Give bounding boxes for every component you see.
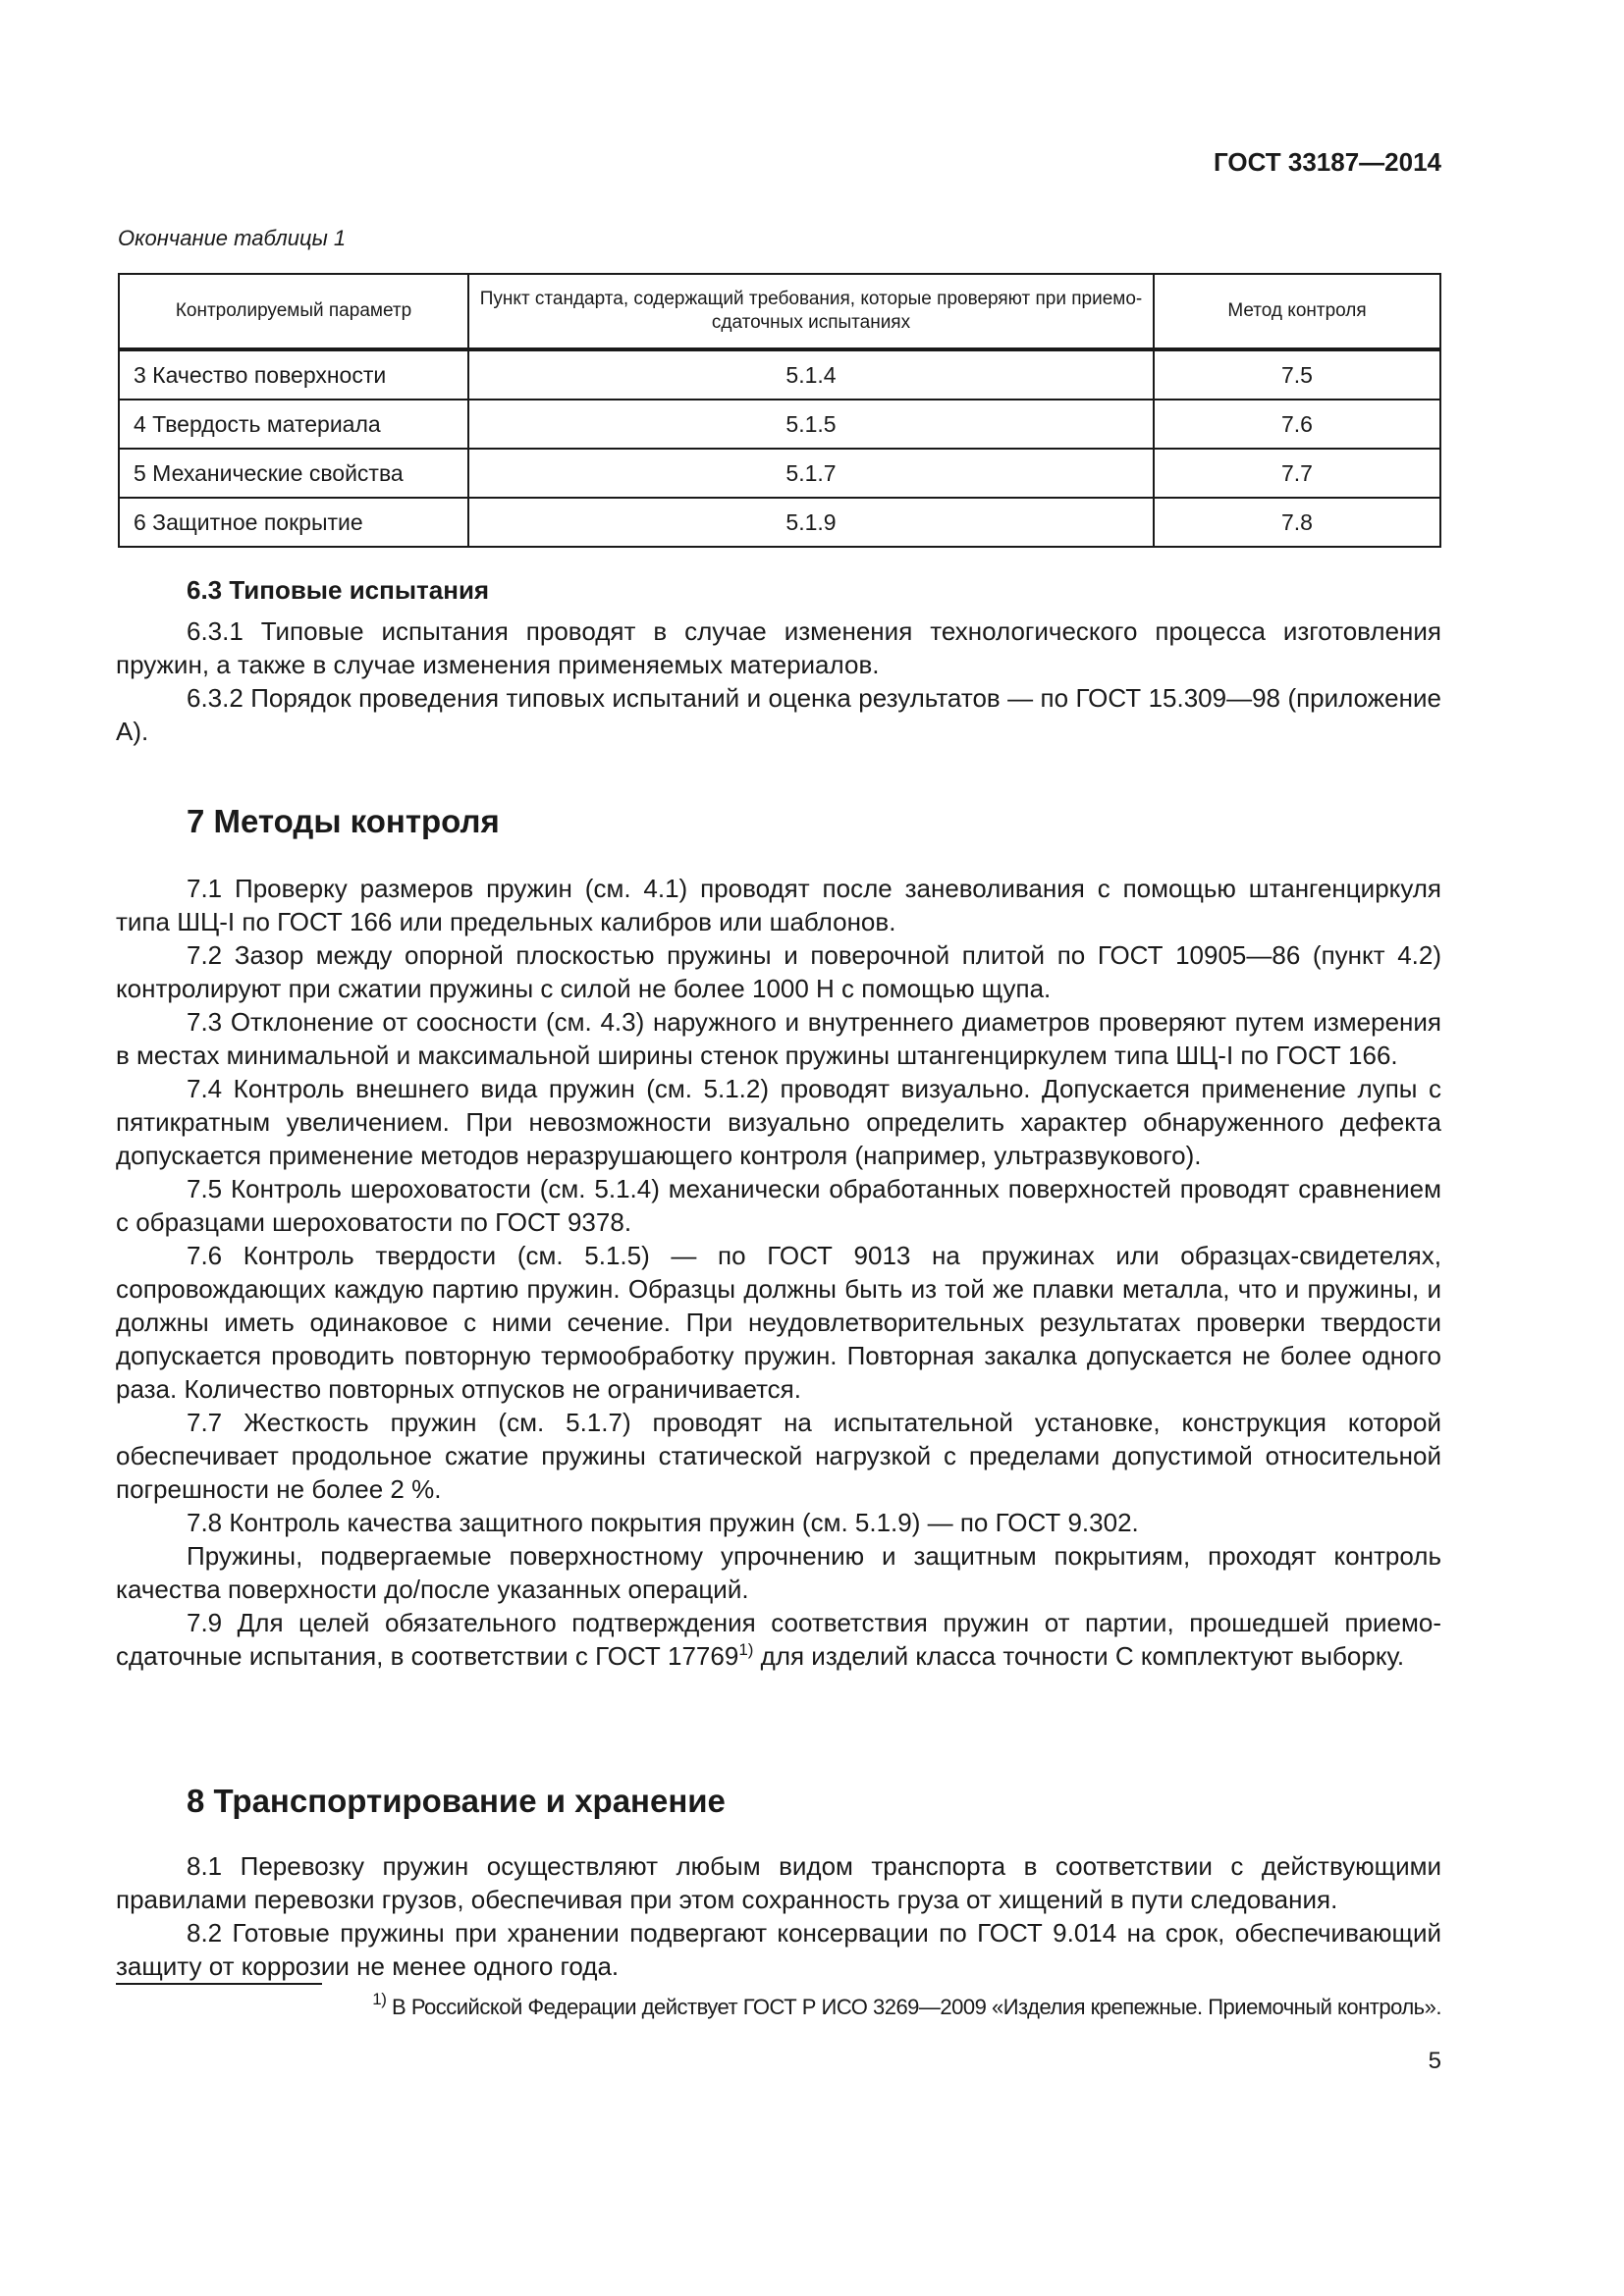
section-title: 8 Транспортирование и хранение — [187, 1783, 726, 1819]
column-header: Метод контроля — [1154, 274, 1440, 349]
table-cell: 4 Твердость материала — [119, 400, 468, 449]
paragraph: 6.3.2 Порядок проведения типовых испытаний и оценка результатов — по ГОСТ 15.309—98 (приложение А). — [116, 683, 1441, 746]
paragraph: 7.8 Контроль качества защитного покрытия пружин (см. 5.1.9) — по ГОСТ 9.302. — [187, 1508, 1139, 1537]
paragraph: 7.7 Жесткость пружин (см. 5.1.7) проводят на испытательной установке, конструкция которой обеспечивает продольное сжатие пружины статической нагрузкой с пределами допустимой относительной погрешности не более 2 %. — [116, 1408, 1441, 1504]
footnote-mark: 1) — [372, 1989, 387, 2008]
table-row — [119, 498, 1440, 547]
table-cell: 5.1.9 — [468, 498, 1154, 547]
section-7 — [116, 872, 1441, 1673]
paragraph: 7.5 Контроль шероховатости (см. 5.1.4) механически обработанных поверхностей проводят сравнением с образцами шероховатости по ГОСТ 9378. — [116, 1174, 1441, 1237]
table-row — [119, 400, 1440, 449]
column-header: Контролируемый параметр — [119, 274, 468, 349]
subsection-title: 6.3 Типовые испытания — [187, 575, 490, 605]
paragraph: 7.4 Контроль внешнего вида пружин (см. 5.1.2) проводят визуально. Допускается применение лупы с пятикратным увеличением. При невозможности визуально определить характер обнаруженного дефекта допускается применение методов неразрушающего контроля (например, ультразвукового). — [116, 1074, 1441, 1170]
paragraph: 8.2 Готовые пружины при хранении подвергают консервации по ГОСТ 9.014 на срок, обеспечивающий защиту от коррозии не менее одного года. — [116, 1918, 1441, 1981]
standard-number: ГОСТ 33187—2014 — [1214, 147, 1441, 177]
table-cell: 5.1.4 — [468, 349, 1154, 400]
table-cell: 6 Защитное покрытие — [119, 498, 468, 547]
document-page — [116, 0, 1441, 2296]
table-row — [119, 349, 1440, 400]
footnote — [372, 1989, 1441, 2020]
footnote-ref: 1) — [738, 1639, 754, 1659]
table-cell: 7.7 — [1154, 449, 1440, 498]
paragraph: 7.6 Контроль твердости (см. 5.1.5) — по ГОСТ 9013 на пружинах или образцах-свидетелях, сопровождающих каждую партию пружин. Образцы должны быть из той же плавки металла, что и пружины, и должны иметь одинаковое с ними сечение. При неудовлетворительных результатах проверки твердости допускается проводить повторную термообработку пружин. Повторная закалка допускается не более одного раза. Количество повторных отпусков не ограничивается. — [116, 1241, 1441, 1404]
paragraph: Пружины, подвергаемые поверхностному упрочнению и защитным покрытиям, проходят контроль качества поверхности до/после указанных операций. — [116, 1541, 1441, 1604]
section-title: 7 Методы контроля — [187, 803, 500, 839]
section-8 — [116, 1849, 1441, 1983]
table-cell: 7.6 — [1154, 400, 1440, 449]
table-header-row — [119, 274, 1440, 349]
table-caption: Окончание таблицы 1 — [118, 226, 347, 250]
paragraph: 7.3 Отклонение от соосности (см. 4.3) наружного и внутреннего диаметров проверяют путем измерения в местах минимальной и максимальной ширины стенок пружины штангенциркулем типа ШЦ-I по ГОСТ 166. — [116, 1007, 1441, 1070]
table-cell: 5.1.7 — [468, 449, 1154, 498]
table-cell: 5.1.5 — [468, 400, 1154, 449]
paragraph-text: 7.9 Для целей обязательного подтверждения соответствия пружин от партии, прошедшей приемо-сдаточные испытания, в соответствии с ГОСТ 17769 — [116, 1608, 1441, 1671]
table-cell: 7.8 — [1154, 498, 1440, 547]
column-header: Пункт стандарта, содержащий требования, которые проверяют при приемо-сдаточных испытаниях — [468, 274, 1154, 349]
paragraph — [116, 1606, 1441, 1673]
paragraph-text: для изделий класса точности С комплектуют выборку. — [753, 1641, 1405, 1671]
section-6-3 — [116, 573, 1441, 748]
paragraph: 7.1 Проверку размеров пружин (см. 4.1) проводят после заневоливания с помощью штангенциркуля типа ШЦ-I по ГОСТ 166 или предельных калибров или шаблонов. — [116, 874, 1441, 936]
table-cell: 3 Качество поверхности — [119, 349, 468, 400]
table-row — [119, 449, 1440, 498]
paragraph: 6.3.1 Типовые испытания проводят в случае изменения технологического процесса изготовления пружин, а также в случае изменения применяемых материалов. — [116, 616, 1441, 679]
paragraph: 8.1 Перевозку пружин осуществляют любым видом транспорта в соответствии с действующими правилами перевозки грузов, обеспечивая при этом сохранность груза от хищений в пути следования. — [116, 1851, 1441, 1914]
table-cell: 7.5 — [1154, 349, 1440, 400]
table-cell: 5 Механические свойства — [119, 449, 468, 498]
footnote-text: В Российской Федерации действует ГОСТ Р ИСО 3269—2009 «Изделия крепежные. Приемочный контроль». — [392, 1995, 1441, 2019]
paragraph: 7.2 Зазор между опорной плоскостью пружины и поверочной плитой по ГОСТ 10905—86 (пункт 4.2) контролируют при сжатии пружины с силой не более 1000 Н с помощью щупа. — [116, 940, 1441, 1003]
footnote-divider — [116, 1983, 322, 1985]
control-table — [118, 273, 1441, 548]
page-number: 5 — [1428, 2048, 1441, 2074]
